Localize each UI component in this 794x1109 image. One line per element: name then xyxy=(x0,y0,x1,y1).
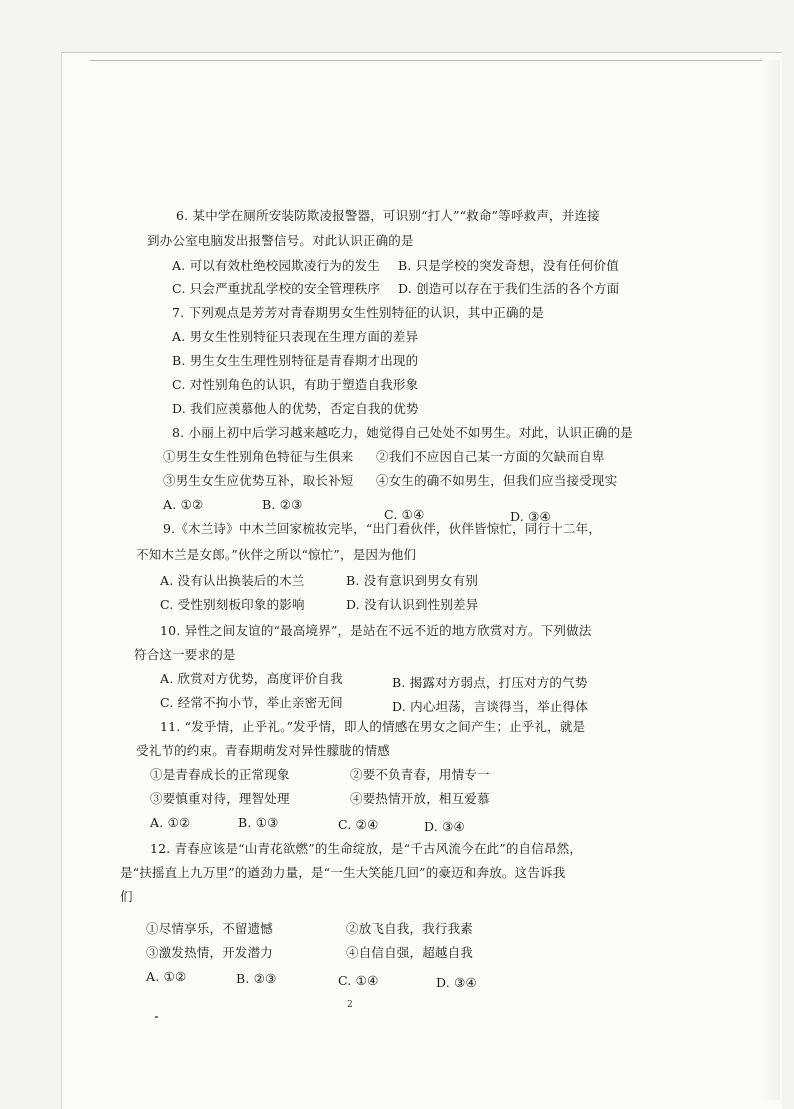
q8-choice-c: C. ①④ xyxy=(384,507,425,522)
q9-stem-line-1: 9.《木兰诗》中木兰回家梳妆完毕，“出门看伙伴，伙伴皆惊忙，同行十二年， xyxy=(163,521,602,536)
q10-stem-line-1: 10. 异性之间友谊的“最高境界”，是站在不远不近的地方欣赏对方。下列做法 xyxy=(160,623,592,638)
q8-choice-d: D. ③④ xyxy=(510,509,551,524)
q9-option-c: C. 受性别刻板印象的影响 xyxy=(160,597,305,612)
q12-stem-line-1: 12. 青春应该是“山青花欲燃”的生命绽放，是“千古风流今在此”的自信昂然， xyxy=(150,841,583,856)
q11-choice-a: A. ①② xyxy=(150,815,191,830)
page-number: 2 xyxy=(347,1000,353,1010)
q8-item-3: ③男生女生应优势互补，取长补短 xyxy=(163,473,354,488)
q7-option-a: A. 男女生性别特征只表现在生理方面的差异 xyxy=(172,329,419,344)
q6-option-b: B. 只是学校的突发奇想，没有任何价值 xyxy=(398,258,619,273)
q12-item-1: ①尽情享乐，不留遗憾 xyxy=(146,921,274,936)
q11-choice-b: B. ①③ xyxy=(238,815,279,830)
q8-choice-a: A. ①② xyxy=(163,497,204,512)
q6-stem-line-1: 6. 某中学在厕所安装防欺凌报警器，可识别“打人”“救命”等呼救声，并连接 xyxy=(176,208,600,223)
q6-stem-line-2: 到办公室电脑发出报警信号。对此认识正确的是 xyxy=(147,233,414,248)
q12-stem-line-3: 们 xyxy=(120,889,133,904)
q12-item-2: ②放飞自我，我行我素 xyxy=(346,921,474,936)
q7-stem: 7. 下列观点是芳芳对青春期男女生性别特征的认识，其中正确的是 xyxy=(172,305,545,320)
q12-choice-c: C. ①④ xyxy=(338,973,379,988)
q11-item-1: ①是青春成长的正常现象 xyxy=(150,767,290,782)
q12-item-3: ③激发热情，开发潜力 xyxy=(146,945,274,960)
q8-item-2: ②我们不应因自己某一方面的欠缺而自卑 xyxy=(376,449,605,464)
q8-item-4: ④女生的确不如男生，但我们应当接受现实 xyxy=(376,473,618,488)
q7-option-c: C. 对性别角色的认识，有助于塑造自我形象 xyxy=(172,377,419,392)
q11-stem-line-2: 受礼节的约束。青春期萌发对异性朦胧的情感 xyxy=(136,743,391,758)
q12-choice-a: A. ①② xyxy=(146,969,187,984)
q11-item-2: ②要不负青春，用情专一 xyxy=(350,767,490,782)
q8-choice-b: B. ②③ xyxy=(262,497,303,512)
q8-stem: 8. 小丽上初中后学习越来越吃力，她觉得自己处处不如男生。对此，认识正确的是 xyxy=(172,425,634,440)
q12-choice-b: B. ②③ xyxy=(236,971,277,986)
q10-option-d: D. 内心坦荡，言谈得当，举止得体 xyxy=(392,699,588,714)
q9-option-a: A. 没有认出换装后的木兰 xyxy=(160,573,305,588)
q10-option-c: C. 经常不拘小节，举止亲密无间 xyxy=(160,695,343,710)
q7-option-d: D. 我们应羡慕他人的优势，否定自我的优势 xyxy=(172,401,419,416)
q8-item-1: ①男生女生性别角色特征与生俱来 xyxy=(163,449,354,464)
q9-option-b: B. 没有意识到男女有别 xyxy=(346,573,479,588)
q7-option-b: B. 男生女生生理性别特征是青春期才出现的 xyxy=(172,353,419,368)
q10-option-b: B. 揭露对方弱点，打压对方的气势 xyxy=(392,675,588,690)
q10-option-a: A. 欣赏对方优势，高度评价自我 xyxy=(160,671,343,686)
q12-choice-d: D. ③④ xyxy=(436,975,477,990)
q6-option-a: A. 可以有效杜绝校园欺凌行为的发生 xyxy=(172,258,381,273)
q9-option-d: D. 没有认识到性别差异 xyxy=(346,597,479,612)
q11-choice-d: D. ③④ xyxy=(424,819,465,834)
q12-item-4: ④自信自强，超越自我 xyxy=(346,945,474,960)
q10-stem-line-2: 符合这一要求的是 xyxy=(134,647,236,662)
q6-option-d: D. 创造可以存在于我们生活的各个方面 xyxy=(398,281,620,296)
q9-stem-line-2: 不知木兰是女郎。”伙伴之所以“惊忙”，是因为他们 xyxy=(136,547,417,562)
q11-item-3: ③要慎重对待，理智处理 xyxy=(150,791,290,806)
scan-speck xyxy=(155,1016,158,1018)
q11-choice-c: C. ②④ xyxy=(338,817,379,832)
q11-stem-line-1: 11. “发乎情，止乎礼。”发乎情，即人的情感在男女之间产生；止乎礼，就是 xyxy=(160,719,586,734)
q6-option-c: C. 只会严重扰乱学校的安全管理秩序 xyxy=(172,281,381,296)
q11-item-4: ④要热情开放，相互爱慕 xyxy=(350,791,490,806)
q12-stem-line-2: 是“扶摇直上九万里”的遒劲力量，是“一生大笑能几回”的豪迈和奔放。这告诉我 xyxy=(120,865,566,880)
